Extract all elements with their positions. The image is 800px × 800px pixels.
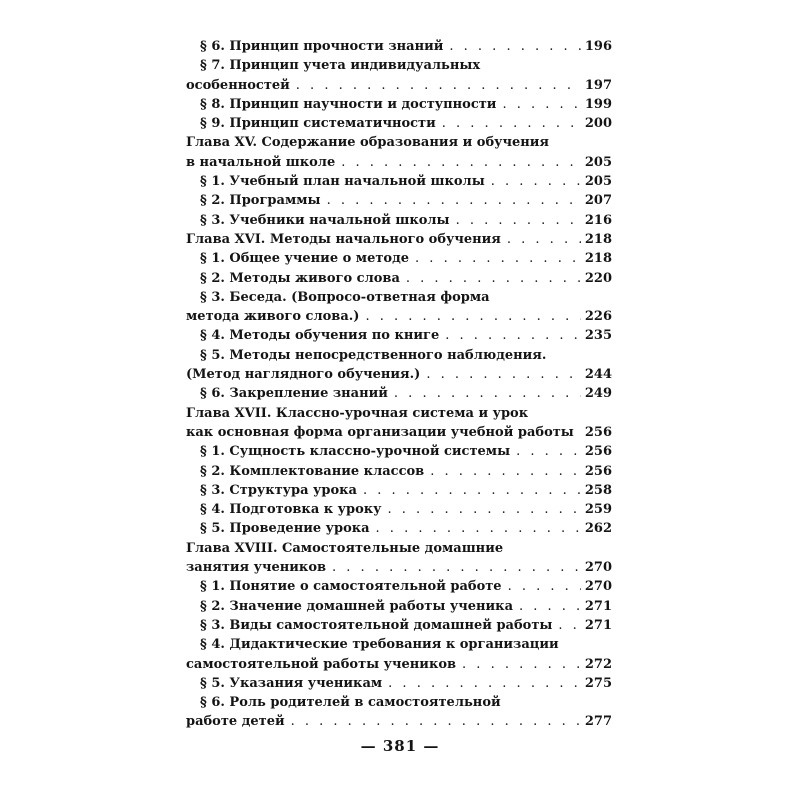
toc-entry-title: § 7. Принцип учета индивидуальных (200, 58, 481, 74)
toc-section-entry (176, 114, 612, 133)
dot-leader (426, 365, 581, 384)
toc-page-number: 197 (584, 77, 612, 93)
dot-leader (406, 269, 581, 288)
toc-page-number: 218 (584, 251, 612, 267)
toc-section-entry (176, 172, 612, 191)
toc-continuation-line (176, 153, 612, 172)
toc-section-entry (176, 211, 612, 230)
dot-leader (456, 211, 581, 230)
dot-leader (376, 519, 581, 538)
toc-page-number: 216 (584, 212, 612, 228)
toc-section-entry (176, 519, 612, 538)
toc-entry-title: (Метод наглядного обучения.) (186, 367, 421, 383)
toc-chapter-entry (176, 404, 612, 423)
dot-leader (462, 655, 581, 674)
toc-entry-title: Глава XVII. Классно-урочная система и урок (186, 405, 529, 421)
page-number: — 381 — (360, 737, 440, 755)
dot-leader (415, 249, 581, 268)
toc-entry-title: Глава XV. Содержание образования и обучения (186, 135, 549, 151)
dot-leader (580, 423, 581, 442)
toc-page-number: 271 (584, 617, 612, 633)
toc-entry-title: § 4. Подготовка к уроку (200, 502, 382, 518)
toc-section-entry (176, 693, 612, 712)
toc-entry-title: § 1. Общее учение о методе (200, 251, 410, 267)
toc-chapter-entry (176, 133, 612, 152)
toc-page-number: 270 (584, 579, 612, 595)
toc-page-number: 270 (584, 560, 612, 576)
toc-page-number: 235 (584, 328, 612, 344)
toc-page-number: 262 (584, 521, 612, 537)
dot-leader (388, 674, 581, 693)
toc-entry-title: работе детей (186, 714, 285, 730)
toc-page-number: 244 (584, 367, 612, 383)
toc-entry-title: § 1. Сущность классно-урочной системы (200, 444, 511, 460)
toc-entry-title: § 2. Методы живого слова (200, 270, 400, 286)
toc-section-entry (176, 635, 612, 654)
toc-entry-title: особенностей (186, 77, 290, 93)
toc-entry-title: § 2. Комплектование классов (200, 463, 425, 479)
toc-page-number: 218 (584, 231, 612, 247)
toc-entry-title: § 5. Указания ученикам (200, 675, 383, 691)
toc-section-entry (176, 577, 612, 596)
toc-entry-title: § 2. Значение домашней работы ученика (200, 598, 513, 614)
toc-page-number: 256 (584, 463, 612, 479)
toc-page-number: 272 (584, 656, 612, 672)
toc-page-number: 256 (584, 444, 612, 460)
toc-page-number: 256 (584, 424, 612, 440)
toc-entry-title: § 6. Закрепление знаний (200, 386, 388, 402)
toc-page-number: 220 (584, 270, 612, 286)
toc-entry-title: § 3. Беседа. (Вопросо-ответная форма (200, 289, 490, 305)
toc-page-number: 196 (584, 39, 612, 54)
toc-page-number: 199 (584, 96, 612, 112)
toc-entry-title: § 5. Методы непосредственного наблюдения. (200, 347, 547, 363)
toc-entry-title: § 8. Принцип научности и доступности (200, 96, 497, 112)
dot-leader (327, 191, 581, 210)
dot-leader (430, 462, 581, 481)
dot-leader (332, 558, 581, 577)
toc-entry-title: § 6. Роль родителей в самостоятельной (200, 695, 501, 711)
toc-entry-title: § 3. Учебники начальной школы (200, 212, 450, 228)
toc-continuation-line (176, 76, 612, 95)
toc-page-number: 271 (584, 598, 612, 614)
toc-page-number: 258 (584, 482, 612, 498)
toc-entry-title: § 3. Структура урока (200, 482, 357, 498)
dot-leader (296, 76, 581, 95)
dot-leader (449, 37, 580, 56)
toc-section-entry (176, 500, 612, 519)
toc-section-entry (176, 462, 612, 481)
toc-entry-title: метода живого слова.) (186, 309, 360, 325)
toc-page-number: 205 (584, 174, 612, 190)
dot-leader (516, 442, 581, 461)
toc-entry-title: § 4. Методы обучения по книге (200, 328, 440, 344)
dot-leader (363, 481, 581, 500)
table-of-contents (176, 37, 612, 732)
toc-continuation-line (176, 307, 612, 326)
toc-section-entry (176, 95, 612, 114)
dot-leader (491, 172, 581, 191)
toc-section-entry (176, 674, 612, 693)
toc-section-entry (176, 597, 612, 616)
toc-entry-title: § 2. Программы (200, 193, 321, 209)
toc-entry-title: Глава XVI. Методы начального обучения (186, 231, 501, 247)
dot-leader (508, 577, 581, 596)
toc-page-number: 277 (584, 714, 612, 730)
toc-continuation-line (176, 365, 612, 384)
toc-section-entry (176, 249, 612, 268)
toc-entry-title: как основная форма организации учебной работы (186, 424, 574, 440)
toc-page-number: 207 (584, 193, 612, 209)
dot-leader (502, 95, 580, 114)
dot-leader (394, 384, 581, 403)
toc-entry-title: Глава XVIII. Самостоятельные домашние (186, 540, 504, 556)
toc-entry-title: занятия учеников (186, 560, 327, 576)
toc-entry-title: § 1. Понятие о самостоятельной работе (200, 579, 502, 595)
toc-entry-title: § 3. Виды самостоятельной домашней работы (200, 617, 553, 633)
toc-page-number: 275 (584, 675, 612, 691)
toc-section-entry (176, 616, 612, 635)
dot-leader (445, 326, 581, 345)
dot-leader (442, 114, 581, 133)
dot-leader (387, 500, 580, 519)
toc-section-entry (176, 56, 612, 75)
toc-entry-title: § 1. Учебный план начальной школы (200, 174, 485, 190)
toc-page-number: 200 (584, 116, 612, 132)
toc-chapter-entry (176, 230, 612, 249)
toc-page-number: 205 (584, 154, 612, 170)
dot-leader (519, 597, 581, 616)
toc-page-number: 226 (584, 309, 612, 325)
toc-page-number: 259 (584, 502, 612, 518)
dot-leader (507, 230, 581, 249)
toc-section-entry (176, 442, 612, 461)
toc-section-entry (176, 384, 612, 403)
toc-section-entry (176, 288, 612, 307)
toc-entry-title: § 9. Принцип систематичности (200, 116, 436, 132)
dot-leader (291, 712, 581, 731)
toc-entry-title: в начальной школе (186, 154, 336, 170)
dot-leader (365, 307, 580, 326)
dot-leader (558, 616, 580, 635)
toc-entry-title: самостоятельной работы учеников (186, 656, 457, 672)
toc-continuation-line (176, 655, 612, 674)
toc-section-entry (176, 326, 612, 345)
toc-continuation-line (176, 558, 612, 577)
toc-continuation-line (176, 712, 612, 731)
dot-leader (341, 153, 581, 172)
toc-entry-title: § 5. Проведение урока (200, 521, 370, 537)
toc-section-entry (176, 37, 612, 56)
toc-section-entry (176, 269, 612, 288)
toc-section-entry (176, 191, 612, 210)
toc-section-entry (176, 481, 612, 500)
toc-continuation-line (176, 423, 612, 442)
toc-entry-title: § 6. Принцип прочности знаний (200, 39, 444, 54)
toc-section-entry (176, 346, 612, 365)
toc-page-number: 249 (584, 386, 612, 402)
toc-entry-title: § 4. Дидактические требования к организации (200, 637, 559, 653)
toc-chapter-entry (176, 539, 612, 558)
